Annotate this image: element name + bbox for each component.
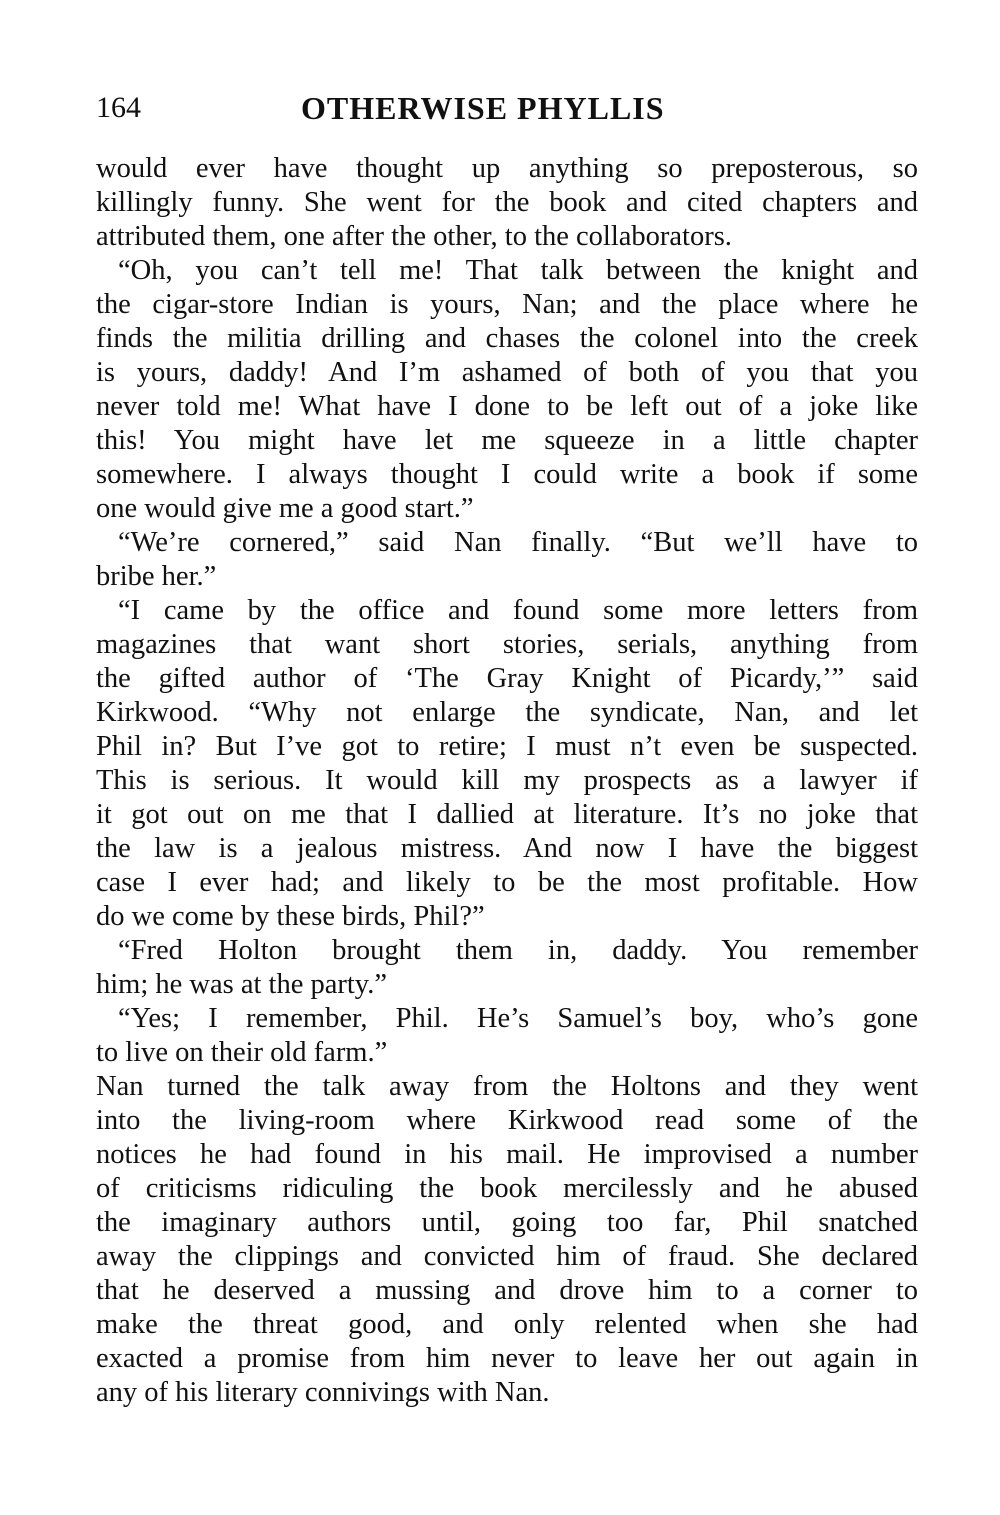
text-line: of criticisms ridiculing the book mercilessly and he abused xyxy=(96,1173,918,1204)
text-line: bribe her.” xyxy=(96,561,217,592)
text-line: would ever have thought up anything so preposterous, so xyxy=(96,153,918,184)
text-line: one would give me a good start.” xyxy=(96,493,474,524)
page-number: 164 xyxy=(96,91,141,124)
text-line: into the living-room where Kirkwood read some of the xyxy=(96,1105,918,1136)
text-line: killingly funny. She went for the book and cited chapters and xyxy=(96,187,918,218)
book-page xyxy=(96,88,918,1410)
page-header xyxy=(96,88,918,138)
text-line: somewhere. I always thought I could write a book if some xyxy=(96,459,918,490)
text-line: make the threat good, and only relented when she had xyxy=(96,1309,918,1340)
text-line: Phil in? But I’ve got to retire; I must n’t even be suspected. xyxy=(96,731,918,762)
text-line: “Yes; I remember, Phil. He’s Samuel’s boy, who’s gone xyxy=(118,1003,918,1034)
text-line: the cigar-store Indian is yours, Nan; and the place where he xyxy=(96,289,918,320)
text-line: this! You might have let me squeeze in a little chapter xyxy=(96,425,918,456)
text-line: never told me! What have I done to be left out of a joke like xyxy=(96,391,918,422)
text-line: him; he was at the party.” xyxy=(96,969,387,1000)
text-line: exacted a promise from him never to leave her out again in xyxy=(96,1343,918,1374)
text-line: any of his literary connivings with Nan. xyxy=(96,1377,550,1408)
text-line: Nan turned the talk away from the Holtons and they went xyxy=(96,1071,918,1102)
text-line: case I ever had; and likely to be the most profitable. How xyxy=(96,867,918,898)
text-line: “Oh, you can’t tell me! That talk between the knight and xyxy=(118,255,918,286)
running-title: OTHERWISE PHYLLIS xyxy=(301,90,665,126)
text-line: magazines that want short stories, serials, anything from xyxy=(96,629,918,660)
text-line: away the clippings and convicted him of fraud. She declared xyxy=(96,1241,918,1272)
text-line: “Fred Holton brought them in, daddy. You remember xyxy=(118,935,918,966)
text-line: do we come by these birds, Phil?” xyxy=(96,901,485,932)
text-line: attributed them, one after the other, to the collaborators. xyxy=(96,221,732,252)
text-line: Kirkwood. “Why not enlarge the syndicate, Nan, and let xyxy=(96,697,918,728)
text-line: “We’re cornered,” said Nan finally. “But we’ll have to xyxy=(118,527,918,558)
text-line: the imaginary authors until, going too far, Phil snatched xyxy=(96,1207,918,1238)
text-line: This is serious. It would kill my prospects as a lawyer if xyxy=(96,765,918,796)
text-line: “I came by the office and found some more letters from xyxy=(118,595,918,626)
text-line: finds the militia drilling and chases the colonel into the creek xyxy=(96,323,918,354)
text-line: to live on their old farm.” xyxy=(96,1037,388,1068)
text-line: notices he had found in his mail. He improvised a number xyxy=(96,1139,918,1170)
text-line: the law is a jealous mistress. And now I have the biggest xyxy=(96,833,918,864)
text-line: the gifted author of ‘The Gray Knight of Picardy,’” said xyxy=(96,663,918,694)
body-text xyxy=(96,152,918,1410)
text-line: that he deserved a mussing and drove him to a corner to xyxy=(96,1275,918,1306)
text-line: it got out on me that I dallied at literature. It’s no joke that xyxy=(96,799,918,830)
text-line: is yours, daddy! And I’m ashamed of both of you that you xyxy=(96,357,918,388)
